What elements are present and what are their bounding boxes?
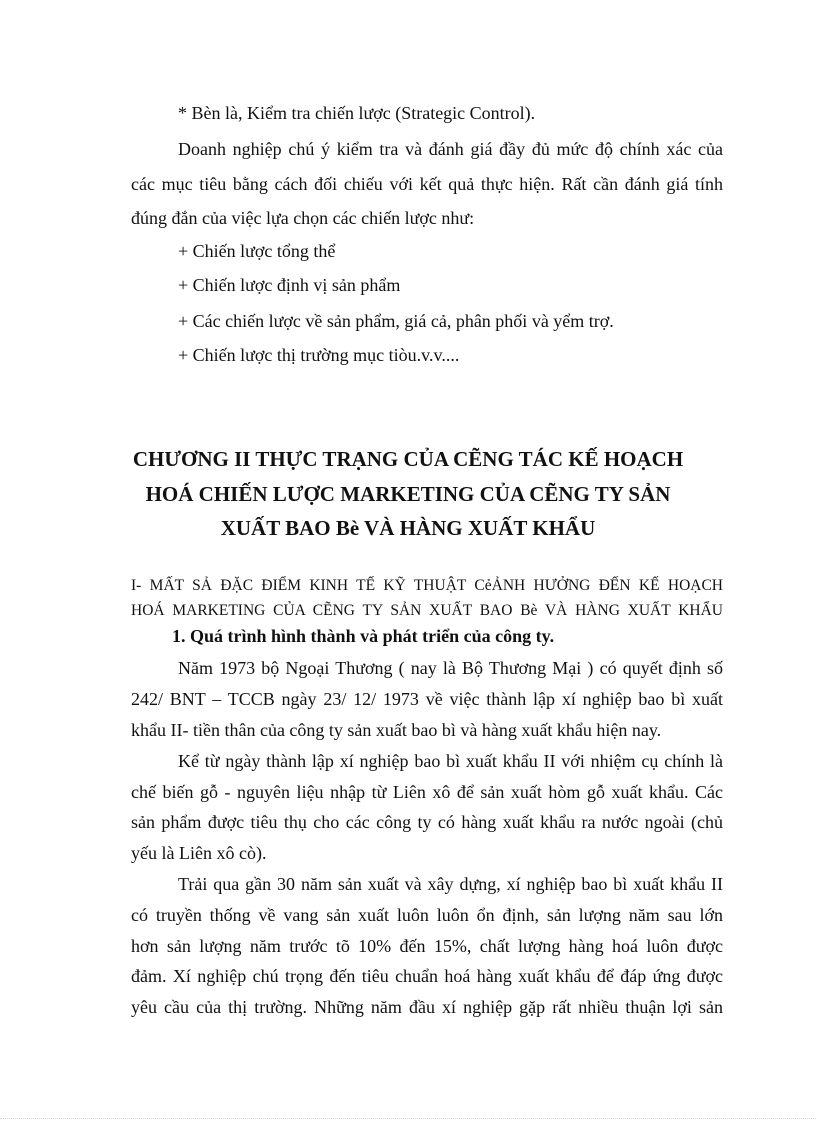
body-line: sản phẩm được tiêu thụ cho các công ty có hàng xuất khẩu ra nước ngoài (chủ bbox=[131, 812, 723, 832]
list-item: + Chiến lược định vị sản phẩm bbox=[178, 275, 401, 295]
body-line: yêu cầu của thị trường. Những năm đầu xí nghiệp gặp rất nhiều thuận lợi sản bbox=[131, 997, 723, 1017]
body-line: chế biến gỗ - nguyên liệu nhập từ Liên xô để sản xuất hòm gỗ xuất khẩu. Các bbox=[131, 782, 723, 802]
body-line: đảm. Xí nghiệp chú trọng đến tiêu chuẩn hoá hàng xuất khẩu để đáp ứng được bbox=[131, 966, 723, 986]
body-line: yếu là Liên xô cò). bbox=[131, 843, 267, 863]
body-line: 242/ BNT – TCCB ngày 23/ 12/ 1973 về việc thành lập xí nghiệp bao bì xuất bbox=[131, 689, 723, 709]
subsection-heading: 1. Quá trình hình thành và phát triển của công ty. bbox=[172, 626, 555, 646]
body-line: Năm 1973 bộ Ngoại Thương ( nay là Bộ Thương Mại ) có quyết định số bbox=[178, 658, 723, 678]
intro-paragraph-line-2: các mục tiêu bằng cách đối chiếu với kết quả thực hiện. Rất cần đánh giá tính bbox=[131, 174, 723, 194]
section-title-line-2: HOÁ MARKETING CỦA CẼNG TY SẢN XUẤT BAO Bè VÀ HÀNG XUẤT KHẨU bbox=[131, 602, 723, 619]
intro-paragraph-line-3: đúng đắn của việc lựa chọn các chiến lược như: bbox=[131, 208, 475, 228]
chapter-title-line-2: HOÁ CHIẾN LƯỢC MARKETING CỦA CẼNG TY SẢN bbox=[145, 482, 671, 506]
section-title-line-1: I- MẤT SẢ ĐẶC ĐIỂM KINH TẾ KỸ THUẬT CẻẢNH HƯỞNG ĐẾN KẾ HOẠCH bbox=[131, 577, 723, 594]
body-line: khẩu II- tiền thân của công ty sản xuất bao bì và hàng xuất khẩu hiện nay. bbox=[131, 720, 662, 740]
intro-paragraph-line-1: Doanh nghiệp chú ý kiểm tra và đánh giá đầy đủ mức độ chính xác của bbox=[178, 139, 723, 159]
intro-heading: * Bèn là, Kiểm tra chiến lược (Strategic Control). bbox=[178, 103, 536, 123]
body-line: Kể từ ngày thành lập xí nghiệp bao bì xuất khẩu II với nhiệm cụ chính là bbox=[178, 751, 723, 771]
chapter-title-line-3: XUẤT BAO Bè VÀ HÀNG XUẤT KHẨU bbox=[220, 516, 596, 540]
page-bottom-divider bbox=[0, 1118, 816, 1119]
list-item: + Chiến lược thị trường mục tiòu.v.v.... bbox=[178, 345, 460, 365]
body-line: Trải qua gần 30 năm sản xuất và xây dựng, xí nghiệp bao bì xuất khẩu II bbox=[178, 874, 723, 894]
list-item: + Các chiến lược về sản phẩm, giá cả, phân phối và yểm trợ. bbox=[178, 311, 614, 331]
list-item: + Chiến lược tổng thể bbox=[178, 241, 336, 261]
body-line: có truyền thống về vang sản xuất luôn luôn ổn định, sản lượng năm sau lớn bbox=[131, 905, 723, 925]
body-line: hơn sản lượng năm trước tõ 10% đến 15%, chất lượng hàng hoá luôn được bbox=[131, 936, 723, 956]
chapter-title-line-1: CHƯƠNG II THỰC TRẠNG CỦA CẼNG TÁC KẾ HOẠCH bbox=[132, 447, 684, 471]
